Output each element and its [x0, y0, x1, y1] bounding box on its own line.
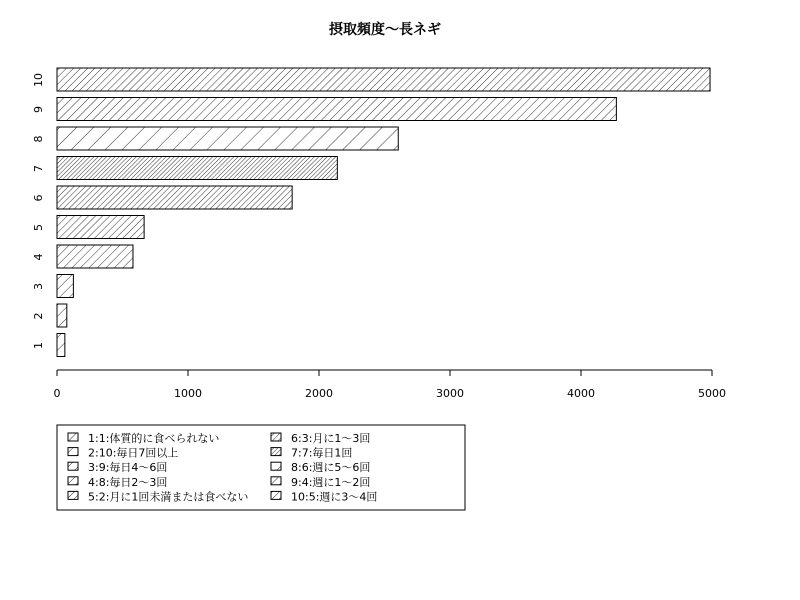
bar-4: [57, 245, 133, 268]
legend-swatch: [271, 477, 281, 485]
legend-label: 4:8:毎日2〜3回: [88, 475, 168, 489]
legend-label: 3:9:毎日4〜6回: [88, 461, 168, 475]
legend-label: 9:4:週に1〜2回: [291, 475, 371, 489]
x-tick-label: 4000: [567, 387, 595, 400]
legend-label: 8:6:週に5〜6回: [291, 461, 371, 475]
legend-label: 10:5:週に3〜4回: [291, 490, 378, 504]
bar-3: [57, 275, 73, 298]
legend-swatch: [271, 491, 281, 499]
bar-10: [57, 68, 710, 91]
y-tick-label: 9: [32, 106, 45, 113]
x-axis: [54, 370, 727, 400]
legend-swatch: [68, 433, 78, 441]
legend-label: 2:10:毎日7回以上: [88, 446, 179, 460]
x-tick-label: 0: [53, 387, 61, 400]
bar-8: [57, 127, 398, 150]
legend-swatch: [271, 433, 281, 441]
y-tick-label: 8: [32, 135, 45, 143]
y-tick-label: 4: [32, 253, 45, 261]
x-tick-label: 5000: [698, 387, 726, 400]
legend-swatch: [68, 477, 78, 485]
legend-label: 1:1:体質的に食べられない: [88, 432, 220, 445]
bar-5: [57, 216, 144, 239]
bar-6: [57, 186, 292, 209]
bars-group: [57, 68, 710, 357]
legend-swatch: [271, 462, 281, 470]
bar-1: [57, 334, 65, 357]
y-tick-label: 1: [32, 342, 45, 349]
x-tick-label: 1000: [174, 387, 202, 400]
y-axis: [32, 73, 45, 349]
bar-9: [57, 98, 616, 121]
bar-2: [57, 304, 67, 327]
y-tick-label: 7: [32, 165, 45, 172]
chart-title: 摂取頻度〜長ネギ: [329, 22, 441, 38]
y-tick-label: 5: [32, 224, 45, 231]
legend-swatch: [68, 462, 78, 470]
y-tick-label: 3: [32, 283, 45, 290]
y-tick-label: 2: [32, 312, 45, 320]
legend-swatch: [68, 491, 78, 499]
legend-swatch: [68, 448, 78, 456]
bar-7: [57, 157, 337, 180]
x-tick-label: 3000: [436, 387, 464, 400]
legend-label: 6:3:月に1〜3回: [291, 432, 371, 445]
legend-label: 5:2:月に1回未満または食べない: [88, 490, 249, 504]
x-tick-label: 2000: [305, 387, 333, 400]
y-tick-label: 10: [32, 73, 45, 87]
legend: [57, 425, 465, 510]
legend-swatch: [271, 448, 281, 456]
y-tick-label: 6: [32, 194, 45, 202]
legend-label: 7:7:毎日1回: [291, 446, 353, 460]
